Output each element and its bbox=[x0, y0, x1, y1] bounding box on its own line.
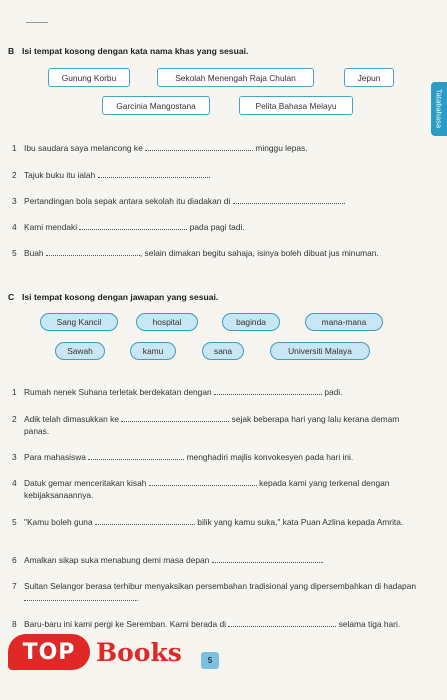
answer-blank[interactable] bbox=[24, 593, 136, 601]
question-item: 4 Datuk gemar menceritakan kisah kepada kami yang terkenal dengan kebijaksanaannya. bbox=[12, 478, 390, 500]
answer-blank[interactable] bbox=[98, 170, 210, 178]
word-pill: kamu bbox=[130, 342, 176, 360]
word-pill: sana bbox=[202, 342, 244, 360]
chapter-tab[interactable]: Tatabahasa bbox=[431, 82, 447, 136]
question-item: 1 Ibu saudara saya melancong ke minggu lepas. bbox=[12, 143, 308, 153]
word-chip: Garcinia Mangostana bbox=[102, 96, 210, 115]
word-pill: Sawah bbox=[55, 342, 105, 360]
question-item: 1 Rumah nenek Suhana terletak berdekatan dengan padi. bbox=[12, 387, 343, 397]
answer-blank[interactable] bbox=[228, 619, 336, 627]
answer-blank[interactable] bbox=[121, 414, 229, 422]
question-item: 7 Sultan Selangor berasa terhibur menyaksikan persembahan tradisional yang dipersembahkan di hadapan . bbox=[12, 581, 417, 603]
page-number: 5 bbox=[201, 652, 219, 669]
word-pill: Sang Kancil bbox=[40, 313, 118, 331]
section-b-title: B Isi tempat kosong dengan kata nama khas yang sesuai. bbox=[8, 46, 249, 56]
question-item: 5 Buah , selain dimakan begitu sahaja, isinya boleh dibuat jus minuman. bbox=[12, 248, 379, 258]
question-item: 3 Para mahasiswa menghadiri majlis konvokesyen pada hari ini. bbox=[12, 452, 354, 462]
answer-blank[interactable] bbox=[214, 387, 322, 395]
answer-blank[interactable] bbox=[233, 196, 345, 204]
answer-blank[interactable] bbox=[212, 555, 322, 563]
logo-pin-icon: TOP bbox=[8, 634, 90, 670]
answer-blank[interactable] bbox=[79, 222, 187, 230]
answer-blank[interactable] bbox=[145, 143, 253, 151]
logo-wordmark: Books bbox=[96, 637, 182, 667]
section-c-title: C Isi tempat kosong dengan jawapan yang sesuai. bbox=[8, 292, 219, 302]
answer-blank[interactable] bbox=[88, 452, 184, 460]
question-item: 2 Tajuk buku itu ialah bbox=[12, 169, 419, 181]
answer-blank[interactable] bbox=[46, 248, 140, 256]
answer-blank[interactable] bbox=[149, 478, 257, 486]
word-pill: mana-mana bbox=[305, 313, 383, 331]
word-chip: Sekolah Menengah Raja Chulan bbox=[157, 68, 314, 87]
answer-blank[interactable] bbox=[95, 517, 195, 525]
question-item: 8 Baru-baru ini kami pergi ke Seremban. Kami berada di selama tiga hari. bbox=[12, 619, 401, 629]
word-chip: Pelita Bahasa Melayu bbox=[239, 96, 353, 115]
word-chip: Jepun bbox=[344, 68, 394, 87]
word-pill: hospital bbox=[136, 313, 198, 331]
topbooks-logo bbox=[8, 632, 198, 694]
word-pill: Universiti Malaya bbox=[270, 342, 370, 360]
question-item: 2 Adik telah dimasukkan ke sejak beberapa hari yang lalu kerana demam panas. bbox=[12, 414, 400, 436]
question-item: 3 Pertandingan bola sepak antara sekolah itu diadakan di bbox=[12, 195, 419, 207]
question-item: 4 Kami mendaki pada pagi tadi. bbox=[12, 222, 245, 232]
question-item: 5 "Kamu boleh guna bilik yang kamu suka," kata Puan Azlina kepada Amrita. bbox=[12, 517, 404, 527]
word-pill: baginda bbox=[222, 313, 280, 331]
question-item: 6 Amalkan sikap suka menabung demi masa depan . bbox=[12, 555, 324, 565]
header-dash bbox=[26, 22, 48, 23]
word-chip: Gunung Korbu bbox=[48, 68, 130, 87]
